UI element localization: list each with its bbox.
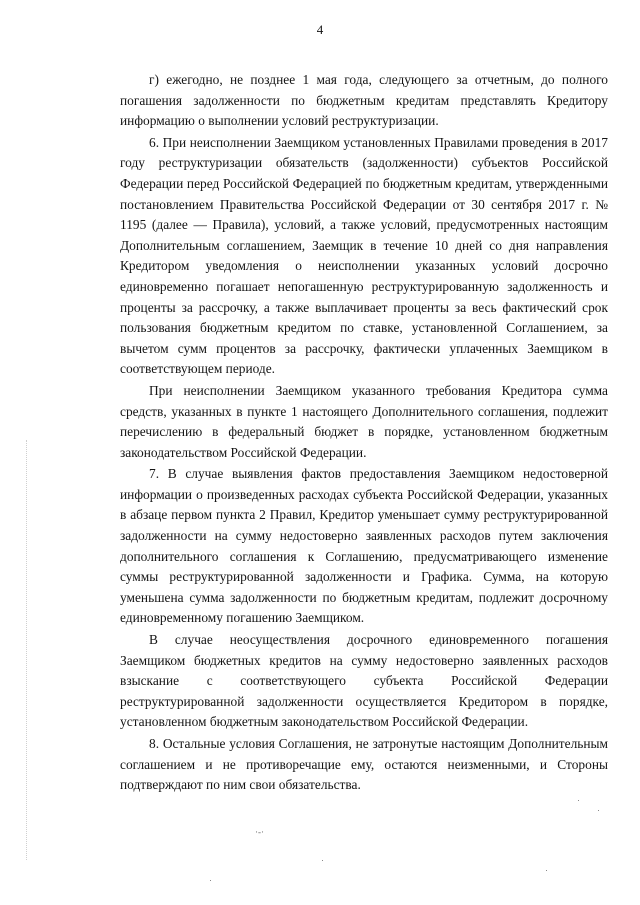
paragraph-report-info: г) ежегодно, не позднее 1 мая года, следующего за отчетным, до полного погашения задолженности по бюджетным кредитам представлять Кредитору информацию о выполнении условий реструктуризации.	[120, 72, 608, 129]
scan-dot	[546, 870, 547, 871]
scan-speck: ·‐·	[255, 827, 264, 837]
scan-dot	[322, 860, 323, 861]
paragraph-clause-7: 7. В случае выявления фактов предоставления Заемщиком недостоверной информации о произведенных расходах субъекта Российской Федерации, указанных в абзаце первом пункта 2 Правил, Кредитор уменьшает сумму реструктурированной задолженности на сумму недостоверно заявленных расходов путем заключения дополнительного соглашения к Соглашению, предусматривающего изменение суммы реструктурированной задолженности и Графика. Сумма, на которую уменьшена сумма задолженности по бюджетным кредитам, подлежит досрочному единовременному погашению Заемщиком.	[120, 466, 608, 626]
scan-edge-artifact	[26, 440, 28, 860]
document-body	[120, 70, 608, 796]
paragraph-clause-7-recovery: В случае неосуществления досрочного единовременного погашения Заемщиком бюджетных кредитов на сумму недостоверно заявленных расходов взыскание с соответствующего субъекта Российской Федерации реструктурированной задолженности осуществляется Кредитором в порядке, установленном бюджетным законодательством Российской Федерации.	[120, 632, 608, 730]
paragraph-clause-6: 6. При неисполнении Заемщиком установленных Правилами проведения в 2017 году реструктуризации обязательств (задолженности) субъектов Российской Федерации перед Российской Федерацией по бюджетным кредитам, утвержденными постановлением Правительства Российской Федерации от 30 сентября 2017 г. № 1195 (далее — Правила), условий, а также условий, предусмотренных настоящим Дополнительным соглашением, Заемщик в течение 10 дней со дня направления Кредитором уведомления о неисполнении указанных условий досрочно единовременно погашает непогашенную реструктурированную задолженность и проценты за рассрочку, а также выплачивает проценты за весь фактический срок пользования бюджетным кредитом по ставке, установленной Соглашением, за вычетом сумм процентов за рассрочку, фактически уплаченных Заемщиком в соответствующем периоде.	[120, 134, 608, 377]
paragraph-clause-8: 8. Остальные условия Соглашения, не затронутые настоящим Дополнительным соглашением и не противоречащие ему, остаются неизменными, и Стороны подтверждают по ним свои обязательства.	[120, 736, 608, 793]
paragraph-clause-6-nonfulfillment: При неисполнении Заемщиком указанного требования Кредитора сумма средств, указанных в пункте 1 настоящего Дополнительного соглашения, подлежит перечислению в федеральный бюджет в порядке, установленном бюджетным законодательством Российской Федерации.	[120, 382, 608, 460]
scan-dot	[578, 800, 579, 801]
scan-dot	[598, 810, 599, 811]
scan-dot	[210, 880, 211, 881]
page-number: 4	[316, 22, 324, 37]
